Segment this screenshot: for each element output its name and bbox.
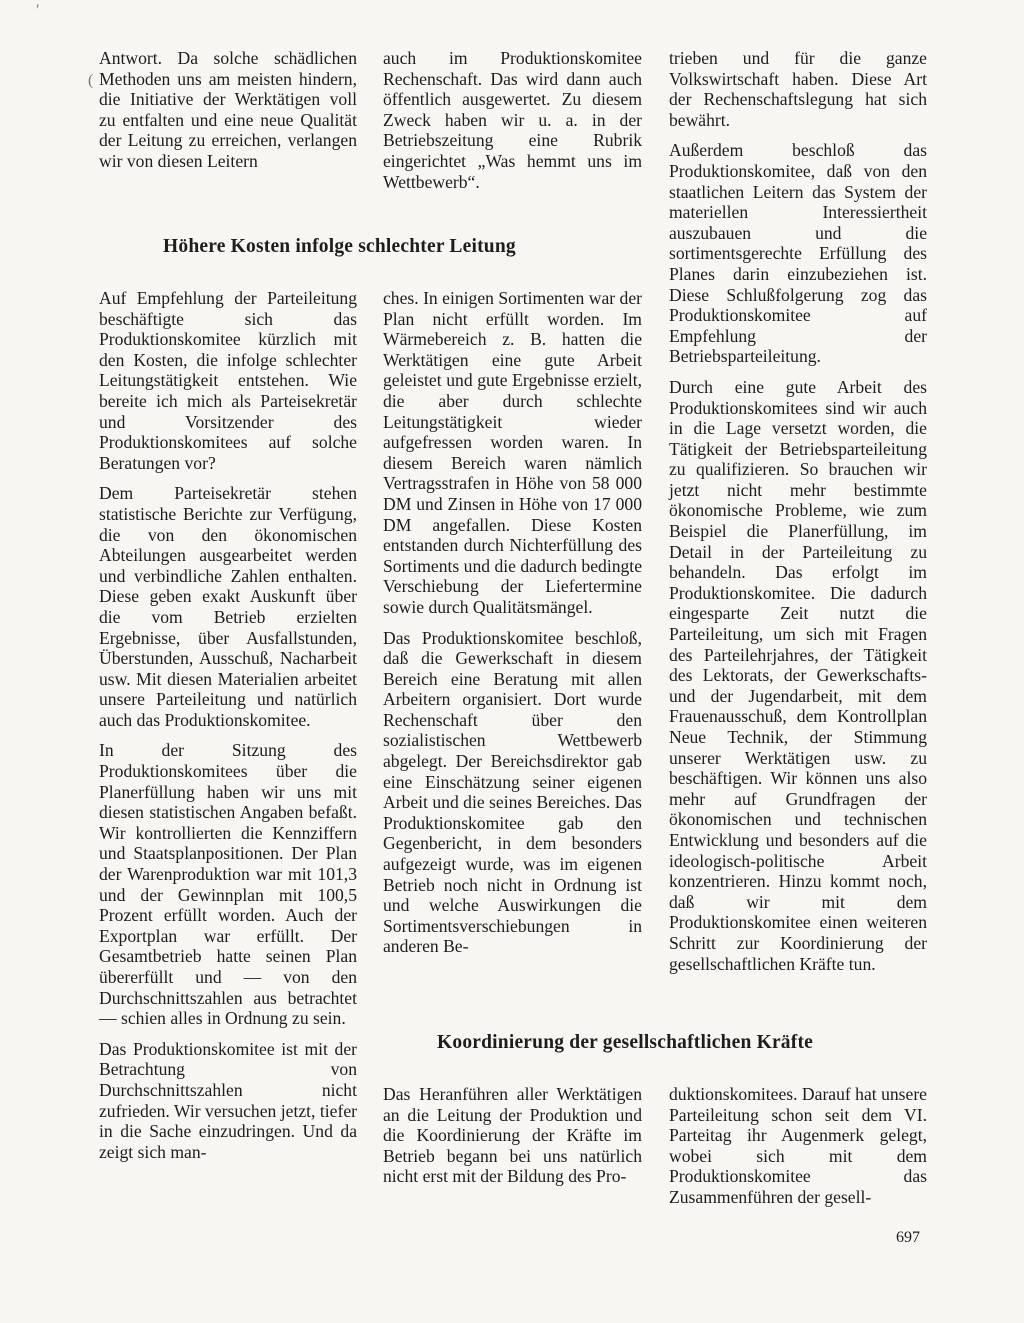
paragraph: Außerdem beschloß das Produktionskomitee, daß von den staatlichen Leitern das System der materiellen Interessiertheit auszubauen und die sortimentsgerechte Erfüllung des Planes darin einzubeziehen ist. Diese Schlußfolgerung zog das Produktionskomitee auf Empfehlung der Betriebsparteileitung. — [669, 140, 927, 367]
paragraph: In der Sitzung des Produktionskomitees über die Planerfüllung haben wir uns mit diesen statistischen Angaben befaßt. Wir kontrollierten die Kennziffern und Staatsplanpositionen. Der Plan der Warenproduktion war mit 101,3 und der Gewinnplan mit 100,5 Prozent erfüllt worden. Auch der Exportplan war erfüllt. Der Gesamtbetrieb hatte seinen Plan übererfüllt und — von den Durchschnittszahlen aus betrachtet — schien alles in Ordnung zu sein. — [99, 740, 357, 1029]
paragraph: ches. In einigen Sortimenten war der Plan nicht erfüllt worden. Im Wärmebereich z. B. hatten die Werktätigen eine gute Arbeit geleistet und gute Ergebnisse erzielt, die aber durch schlechte Leitungstätigkeit wieder aufgefressen worden waren. In diesem Bereich waren nämlich Vertragsstrafen in Höhe von 58 000 DM und Zinsen in Höhe von 17 000 DM angefallen. Diese Kosten entstanden durch Nichterfüllung des Sortiments und die dadurch bedingte Verschiebung der Liefertermine sowie durch Qualitätsmängel. — [383, 288, 642, 617]
paragraph: auch im Produktionskomitee Rechenschaft. Das wird dann auch öffentlich ausgewertet. Zu diesem Zweck haben wir u. a. in der Betriebszeitung eine Rubrik eingerichtet „Was hemmt uns im Wettbewerb“. — [383, 48, 642, 192]
body-column-2 — [383, 288, 642, 967]
paragraph: Das Produktionskomitee ist mit der Betrachtung von Durchschnittszahlen nicht zufrieden. Wir versuchen jetzt, tiefer in die Sache einzudringen. Und da zeigt sich man- — [99, 1038, 357, 1162]
top-column-2 — [383, 48, 642, 202]
paragraph: Dem Parteisekretär stehen statistische Berichte zur Verfügung, die von den ökonomischen Abteilungen ausgearbeitet werden und verbindliche Zahlen enthalten. Diese geben exakt Auskunft über die vom Betrieb erzielten Ergebnisse, über Ausfallstunden, Überstunden, Ausschuß, Nacharbeit usw. Mit diesen Materialien arbeitet unsere Parteileitung und natürlich auch das Produktionskomitee. — [99, 483, 357, 730]
page-number: 697 — [896, 1229, 920, 1246]
margin-mark: ′ — [36, 2, 40, 19]
paragraph: Durch eine gute Arbeit des Produktionskomitees sind wir auch in die Lage versetzt worden, die Tätigkeit der Betriebsparteileitung zu qualifizieren. So brauchen wir jetzt nicht mehr bestimmte ökonomische Probleme, wie zum Beispiel die Planerfüllung, im Detail in der Parteileitung zu behandeln. Das erfolgt im Produktionskomitee. Die dadurch eingesparte Zeit nutzt die Parteileitung, um sich mit Fragen des Parteilehrjahres, der Tätigkeit des Lektorats, der Gewerkschafts- und der Jugendarbeit, mit dem Frauenausschuß, dem Kontrollplan Neue Technik, der Stimmung unserer Werktätigen usw. zu beschäftigen. Wir können uns also mehr auf Grundfragen der ökonomischen und technischen Entwicklung und besonders auf die ideologisch-politische Arbeit konzentrieren. Hinzu kommt noch, daß wir mit dem Produktionskomitee einen weiteren Schritt zur Koordinierung der gesellschaftlichen Kräfte tun. — [669, 376, 927, 974]
bottom-column-2 — [383, 1084, 642, 1197]
body-column-1 — [99, 288, 357, 1172]
paragraph: Das Heranführen aller Werktätigen an die Leitung der Produktion und die Koordinierung der Kräfte im Betrieb begann bei uns natürlich nicht erst mit der Bildung des Pro- — [383, 1084, 642, 1187]
paragraph: Das Produktionskomitee beschloß, daß die Gewerkschaft in diesem Bereich eine Beratung mit allen Arbeitern organisiert. Dort wurde Rechenschaft über den sozialistischen Wettbewerb abgelegt. Der Bereichsdirektor gab eine Einschätzung seiner eigenen Arbeit und die seines Bereiches. Das Produktionskomitee gab den Gegenbericht, in dem besonders aufgezeigt wurde, was im eigenen Betrieb noch nicht in Ordnung ist und welche Auswirkungen die Sortimentsverschiebungen in anderen Be- — [383, 627, 642, 957]
top-column-1 — [99, 48, 357, 182]
section-heading-2: Koordinierung der gesellschaftlichen Kräfte — [437, 1032, 813, 1053]
margin-mark: ( — [88, 72, 94, 89]
section-heading-1: Höhere Kosten infolge schlechter Leitung — [163, 236, 516, 257]
paragraph: trieben und für die ganze Volkswirtschaft haben. Diese Art der Rechenschaftslegung hat sich bewährt. — [669, 48, 927, 130]
paragraph: duktionskomitees. Darauf hat unsere Parteileitung schon seit dem VI. Parteitag ihr Augenmerk gelegt, wobei sich mit dem Produktionskomitee das Zusammenführen der gesell- — [669, 1084, 927, 1207]
bottom-column-3 — [669, 1084, 927, 1218]
body-column-3 — [669, 48, 927, 984]
paragraph: Antwort. Da solche schädlichen Methoden uns am meisten hindern, die Initiative der Werktätigen voll zu entfalten und eine neue Qualität der Leitung zu erreichen, verlangen wir von diesen Leitern — [99, 48, 357, 171]
paragraph: Auf Empfehlung der Parteileitung beschäftigte sich das Produktionskomitee kürzlich mit den Kosten, die infolge schlechter Leitungstätigkeit entstehen. Wie bereite ich mich als Parteisekretär und Vorsitzender des Produktionskomitees auf solche Beratungen vor? — [99, 288, 357, 473]
